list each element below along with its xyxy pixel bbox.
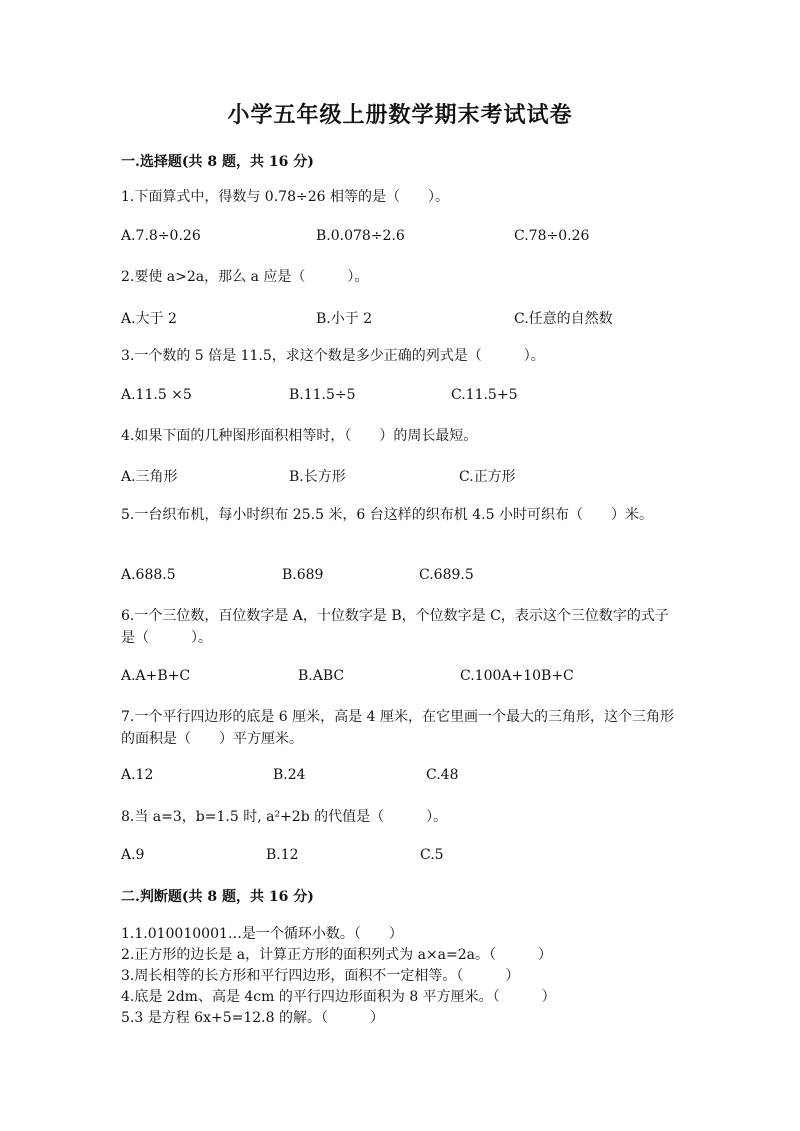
question-1: 1.下面算式中，得数与 0.78÷26 相等的是（ ）。 xyxy=(121,189,449,205)
question-8-option-a: A.9 xyxy=(121,847,145,863)
question-5-option-c: C.689.5 xyxy=(419,567,474,583)
question-8: 8.当 a=3，b=1.5 时, a²+2b 的代值是（ ）。 xyxy=(121,809,448,825)
section-heading-choice: 一.选择题(共 8 题，共 16 分) xyxy=(121,154,314,170)
question-2-option-b: B.小于 2 xyxy=(316,311,373,327)
question-5-option-a: A.688.5 xyxy=(121,567,176,583)
question-3-option-b: B.11.5÷5 xyxy=(289,387,356,403)
question-6-option-a: A.A+B+C xyxy=(121,668,191,684)
question-5: 5.一台织布机，每小时织布 25.5 米，6 台这样的织布机 4.5 小时可织布（ ）米。 xyxy=(121,507,653,523)
question-3: 3.一个数的 5 倍是 11.5，求这个数是多少正确的列式是（ ）。 xyxy=(121,348,545,364)
question-1-option-c: C.78÷0.26 xyxy=(514,228,590,244)
question-6-option-b: B.ABC xyxy=(298,668,345,684)
question-2: 2.要使 a>2a，那么 a 应是（ ）。 xyxy=(121,269,369,285)
question-4-option-c: C.正方形 xyxy=(459,469,516,485)
question-3-option-c: C.11.5+5 xyxy=(451,387,518,403)
question-8-option-b: B.12 xyxy=(266,847,299,863)
judge-item-4: 4.底是 2dm、高是 4cm 的平行四边形面积为 8 平方厘米。（ ） xyxy=(121,989,556,1005)
question-7: 7.一个平行四边形的底是 6 厘米，高是 4 厘米，在它里画一个最大的三角形，这个三角形的面积是（ ）平方厘米。 xyxy=(121,709,674,747)
question-1-option-a: A.7.8÷0.26 xyxy=(121,228,201,244)
question-2-option-a: A.大于 2 xyxy=(121,311,177,327)
question-7-option-b: B.24 xyxy=(273,767,306,783)
question-2-option-c: C.任意的自然数 xyxy=(514,311,613,327)
question-4-option-a: A.三角形 xyxy=(121,469,178,485)
question-7-option-c: C.48 xyxy=(426,767,459,783)
question-6: 6.一个三位数，百位数字是 A，十位数字是 B，个位数字是 C，表示这个三位数字的式子是（ ）。 xyxy=(121,608,669,646)
judge-item-1: 1.1.010010001…是一个循环小数。（ ） xyxy=(121,926,403,942)
exam-title: 小学五年级上册数学期末考试试卷 xyxy=(227,102,573,128)
judge-item-5: 5.3 是方程 6x+5=12.8 的解。（ ） xyxy=(121,1010,384,1026)
question-4-option-b: B.长方形 xyxy=(289,469,346,485)
section-heading-judge: 二.判断题(共 8 题，共 16 分) xyxy=(121,889,314,905)
judge-item-2: 2.正方形的边长是 a，计算正方形的面积列式为 a×a=2a。（ ） xyxy=(121,947,553,963)
question-8-option-c: C.5 xyxy=(420,847,444,863)
question-1-option-b: B.0.078÷2.6 xyxy=(316,228,405,244)
question-5-option-b: B.689 xyxy=(282,567,324,583)
judge-item-3: 3.周长相等的长方形和平行四边形，面积不一定相等。（ ） xyxy=(121,968,520,984)
question-7-option-a: A.12 xyxy=(121,767,154,783)
question-3-option-a: A.11.5 ×5 xyxy=(121,387,192,403)
question-4: 4.如果下面的几种图形面积相等时，（ ）的周长最短。 xyxy=(121,428,478,444)
question-6-option-c: C.100A+10B+C xyxy=(460,668,574,684)
